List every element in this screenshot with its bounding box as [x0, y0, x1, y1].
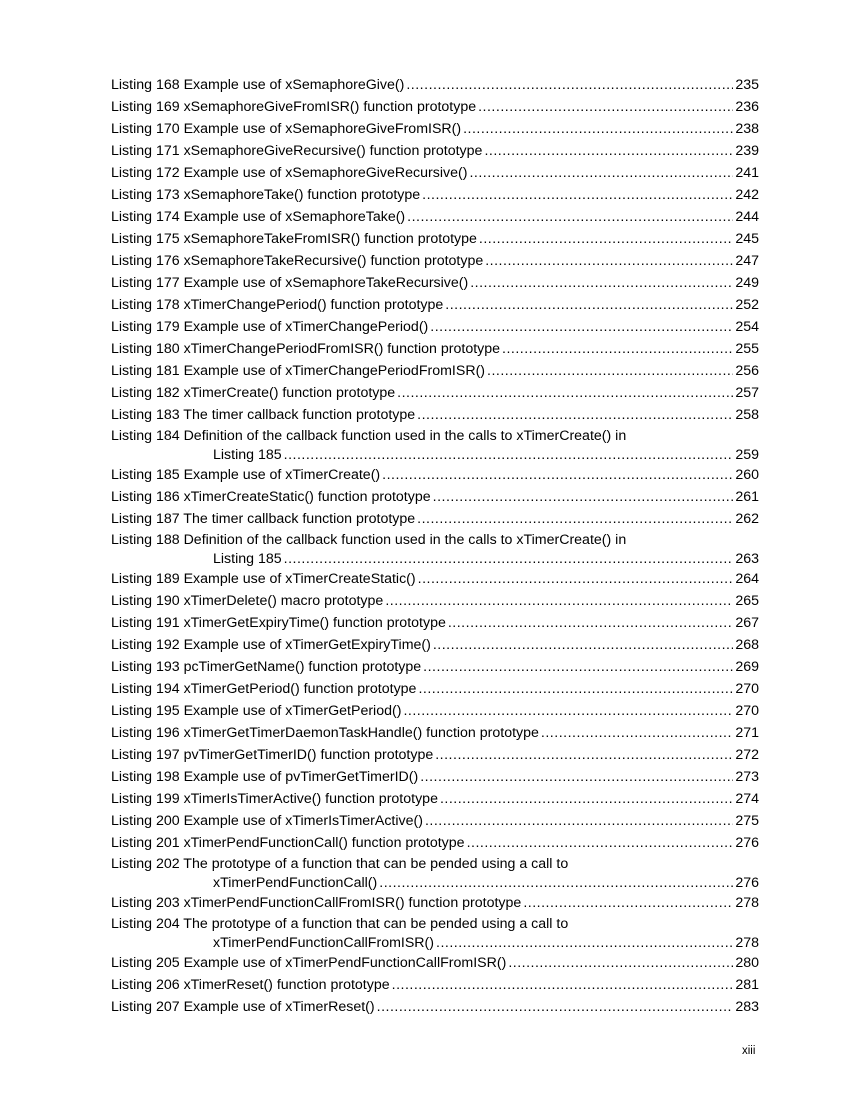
toc-entry-title[interactable]: Listing 176 xSemaphoreTakeRecursive() function prototype — [111, 253, 484, 269]
toc-entry-title[interactable]: Listing 180 xTimerChangePeriodFromISR() function prototype — [111, 341, 501, 357]
toc-entry-page[interactable]: 283 — [735, 999, 759, 1015]
toc-entry-title[interactable]: Listing 169 xSemaphoreGiveFromISR() function prototype — [111, 99, 477, 115]
toc-entry-line-1 — [111, 426, 759, 446]
toc-entry-title[interactable]: Listing 207 Example use of xTimerReset() — [111, 999, 375, 1015]
toc-entry-page[interactable]: 273 — [735, 769, 759, 785]
toc-entry[interactable] — [111, 486, 759, 508]
toc-leader-dots — [448, 612, 733, 634]
toc-leader-dots — [470, 272, 733, 294]
toc-leader-dots — [485, 250, 733, 272]
toc-leader-dots — [502, 338, 733, 360]
toc-entry-page[interactable]: 259 — [735, 447, 759, 463]
toc-leader-dots — [487, 360, 733, 382]
toc-entry[interactable] — [111, 272, 759, 294]
toc-leader-dots — [433, 486, 734, 508]
toc-entry[interactable] — [111, 338, 759, 360]
toc-entry[interactable] — [111, 316, 759, 338]
toc-leader-dots — [430, 316, 733, 338]
toc-leader-dots — [392, 974, 734, 996]
toc-entry-title[interactable]: Listing 187 The timer callback function prototype — [111, 511, 416, 527]
toc-entry-title[interactable]: Listing 175 xSemaphoreTakeFromISR() function prototype — [111, 231, 477, 247]
toc-entry[interactable] — [111, 530, 759, 568]
toc-entry-page[interactable]: 261 — [735, 489, 759, 505]
toc-entry-page[interactable]: 260 — [735, 467, 759, 483]
toc-entry-page[interactable]: 249 — [735, 275, 759, 291]
toc-leader-dots — [463, 118, 733, 140]
toc-leader-dots — [417, 404, 733, 426]
toc-entry-page[interactable]: 268 — [735, 637, 759, 653]
toc-entry[interactable] — [111, 678, 759, 700]
toc-entry-title[interactable]: Listing 182 xTimerCreate() function prototype — [111, 385, 396, 401]
toc-entry-title[interactable]: Listing 171 xSemaphoreGiveRecursive() function prototype — [111, 143, 483, 159]
toc-entry[interactable] — [111, 612, 759, 634]
toc-entry-page[interactable]: 263 — [735, 551, 759, 567]
toc-entry-line-2 — [111, 550, 759, 568]
toc-entry-title[interactable]: Listing 184 Definition of the callback function used in the calls to xTimerCreate() in — [111, 428, 627, 444]
toc-leader-dots — [469, 162, 733, 184]
toc-entry-title[interactable]: Listing 201 xTimerPendFunctionCall() function prototype — [111, 835, 465, 851]
toc-entry-title[interactable]: Listing 200 Example use of xTimerIsTimerActive() — [111, 813, 423, 829]
toc-entry-title[interactable]: Listing 177 Example use of xSemaphoreTakeRecursive() — [111, 275, 469, 291]
toc-entry-page[interactable]: 276 — [735, 835, 759, 851]
toc-entry-page[interactable]: 236 — [735, 99, 759, 115]
toc-entry-title[interactable]: Listing 172 Example use of xSemaphoreGiveRecursive() — [111, 165, 468, 181]
toc-entry-page[interactable]: 255 — [735, 341, 759, 357]
toc-leader-dots — [382, 464, 733, 486]
toc-entry-title[interactable]: Listing 204 The prototype of a function that can be pended using a call to — [111, 916, 569, 932]
toc-entry-page[interactable]: 241 — [735, 165, 759, 181]
toc-entry-page[interactable]: 245 — [735, 231, 759, 247]
toc-entry-title[interactable]: Listing 185 — [213, 551, 282, 567]
toc-entry-title[interactable]: Listing 170 Example use of xSemaphoreGiveFromISR() — [111, 121, 462, 137]
toc-entry[interactable] — [111, 360, 759, 382]
toc-entry-title[interactable]: Listing 188 Definition of the callback function used in the calls to xTimerCreate() in — [111, 532, 627, 548]
toc-leader-dots — [284, 446, 734, 464]
toc-entry-page[interactable]: 242 — [735, 187, 759, 203]
toc-entry-title[interactable]: Listing 194 xTimerGetPeriod() function prototype — [111, 681, 417, 697]
toc-leader-dots — [436, 934, 733, 952]
toc-entry-title[interactable]: xTimerPendFunctionCall() — [213, 875, 378, 891]
toc-entry[interactable] — [111, 974, 759, 996]
toc-entry-title[interactable]: Listing 189 Example use of xTimerCreateStatic() — [111, 571, 416, 587]
toc-entry[interactable] — [111, 426, 759, 464]
toc-leader-dots — [422, 184, 733, 206]
toc-leader-dots — [479, 228, 733, 250]
toc-leader-dots — [420, 766, 733, 788]
toc-entry-page[interactable]: 281 — [735, 977, 759, 993]
toc-entry-title[interactable]: Listing 181 Example use of xTimerChangePeriodFromISR() — [111, 363, 486, 379]
toc-entry-page[interactable]: 264 — [735, 571, 759, 587]
toc-entry-title[interactable]: Listing 186 xTimerCreateStatic() function prototype — [111, 489, 431, 505]
toc-entry[interactable] — [111, 404, 759, 426]
toc-entry-line-2 — [111, 874, 759, 892]
toc-entry-page[interactable]: 275 — [735, 813, 759, 829]
table-of-listings — [111, 74, 759, 1018]
toc-entry-page[interactable]: 278 — [735, 895, 759, 911]
toc-entry[interactable] — [111, 744, 759, 766]
toc-entry[interactable] — [111, 162, 759, 184]
toc-entry-title[interactable]: Listing 185 — [213, 447, 282, 463]
toc-entry-title[interactable]: Listing 174 Example use of xSemaphoreTake() — [111, 209, 406, 225]
toc-entry[interactable] — [111, 590, 759, 612]
toc-entry-page[interactable]: 257 — [735, 385, 759, 401]
toc-entry-page[interactable]: 272 — [735, 747, 759, 763]
toc-entry-page[interactable]: 239 — [735, 143, 759, 159]
toc-leader-dots — [425, 810, 733, 832]
toc-entry[interactable] — [111, 118, 759, 140]
toc-leader-dots — [379, 874, 733, 892]
toc-entry-page[interactable]: 278 — [735, 935, 759, 951]
toc-entry[interactable] — [111, 184, 759, 206]
toc-entry[interactable] — [111, 854, 759, 892]
toc-entry-page[interactable]: 256 — [735, 363, 759, 379]
toc-entry-title[interactable]: Listing 173 xSemaphoreTake() function prototype — [111, 187, 421, 203]
toc-leader-dots — [418, 678, 733, 700]
toc-entry-page[interactable]: 267 — [735, 615, 759, 631]
toc-entry-title[interactable]: Listing 206 xTimerReset() function prototype — [111, 977, 390, 993]
toc-leader-dots — [423, 656, 733, 678]
toc-entry[interactable] — [111, 508, 759, 530]
toc-entry[interactable] — [111, 568, 759, 590]
toc-leader-dots — [435, 744, 733, 766]
toc-entry-title[interactable]: Listing 205 Example use of xTimerPendFunctionCallFromISR() — [111, 955, 507, 971]
toc-entry[interactable] — [111, 788, 759, 810]
toc-entry-line-1 — [111, 914, 759, 934]
toc-entry-title[interactable]: Listing 178 xTimerChangePeriod() function prototype — [111, 297, 444, 313]
toc-entry-title[interactable]: Listing 179 Example use of xTimerChangePeriod() — [111, 319, 429, 335]
toc-entry-page[interactable]: 265 — [735, 593, 759, 609]
toc-entry[interactable] — [111, 832, 759, 854]
toc-leader-dots — [445, 294, 733, 316]
toc-entry-page[interactable]: 235 — [735, 77, 759, 93]
page-number: xiii — [742, 1045, 756, 1057]
toc-entry-title[interactable]: xTimerPendFunctionCallFromISR() — [213, 935, 435, 951]
toc-leader-dots — [417, 508, 733, 530]
toc-entry-line-2 — [111, 446, 759, 464]
toc-leader-dots — [433, 634, 733, 656]
toc-leader-dots — [403, 700, 733, 722]
toc-entry[interactable] — [111, 656, 759, 678]
toc-entry[interactable] — [111, 914, 759, 952]
toc-entry-page[interactable]: 270 — [735, 681, 759, 697]
toc-leader-dots — [508, 952, 733, 974]
toc-entry-title[interactable]: Listing 195 Example use of xTimerGetPeriod() — [111, 703, 402, 719]
toc-entry-line-2 — [111, 934, 759, 952]
toc-entry-page[interactable]: 254 — [735, 319, 759, 335]
toc-entry-line-1 — [111, 530, 759, 550]
toc-entry[interactable] — [111, 634, 759, 656]
toc-entry-page[interactable]: 252 — [735, 297, 759, 313]
toc-leader-dots — [418, 568, 734, 590]
toc-entry-title[interactable]: Listing 168 Example use of xSemaphoreGive() — [111, 77, 405, 93]
toc-leader-dots — [478, 96, 733, 118]
toc-entry-title[interactable]: Listing 185 Example use of xTimerCreate() — [111, 467, 381, 483]
toc-leader-dots — [284, 550, 734, 568]
toc-entry-page[interactable]: 280 — [735, 955, 759, 971]
toc-entry-title[interactable]: Listing 191 xTimerGetExpiryTime() function prototype — [111, 615, 446, 631]
toc-entry-title[interactable]: Listing 199 xTimerIsTimerActive() function prototype — [111, 791, 438, 807]
toc-entry-page[interactable]: 270 — [735, 703, 759, 719]
toc-entry-page[interactable]: 274 — [735, 791, 759, 807]
toc-entry[interactable] — [111, 96, 759, 118]
toc-entry-page[interactable]: 271 — [735, 725, 759, 741]
toc-entry-title[interactable]: Listing 196 xTimerGetTimerDaemonTaskHandle() function prototype — [111, 725, 539, 741]
toc-entry[interactable] — [111, 810, 759, 832]
toc-entry-page[interactable]: 269 — [735, 659, 759, 675]
toc-entry[interactable] — [111, 892, 759, 914]
toc-entry-title[interactable]: Listing 203 xTimerPendFunctionCallFromISR() function prototype — [111, 895, 522, 911]
toc-leader-dots — [484, 140, 733, 162]
toc-entry[interactable] — [111, 952, 759, 974]
toc-entry-title[interactable]: Listing 202 The prototype of a function that can be pended using a call to — [111, 856, 569, 872]
toc-leader-dots — [541, 722, 733, 744]
toc-entry[interactable] — [111, 228, 759, 250]
toc-entry-page[interactable]: 262 — [735, 511, 759, 527]
toc-entry[interactable] — [111, 140, 759, 162]
toc-entry-line-1 — [111, 854, 759, 874]
toc-entry-page[interactable]: 276 — [735, 875, 759, 891]
toc-entry[interactable] — [111, 722, 759, 744]
toc-leader-dots — [523, 892, 733, 914]
toc-leader-dots — [440, 788, 733, 810]
toc-leader-dots — [467, 832, 734, 854]
toc-entry-title[interactable]: Listing 192 Example use of xTimerGetExpiryTime() — [111, 637, 431, 653]
toc-leader-dots — [377, 996, 734, 1018]
toc-entry[interactable] — [111, 766, 759, 788]
toc-entry-title[interactable]: Listing 197 pvTimerGetTimerID() function prototype — [111, 747, 434, 763]
toc-entry-title[interactable]: Listing 193 pcTimerGetName() function prototype — [111, 659, 422, 675]
toc-entry-page[interactable]: 258 — [735, 407, 759, 423]
toc-entry[interactable] — [111, 382, 759, 404]
toc-entry[interactable] — [111, 206, 759, 228]
toc-entry[interactable] — [111, 464, 759, 486]
toc-entry[interactable] — [111, 250, 759, 272]
toc-entry[interactable] — [111, 700, 759, 722]
toc-entry[interactable] — [111, 74, 759, 96]
toc-entry[interactable] — [111, 996, 759, 1018]
toc-entry-page[interactable]: 238 — [735, 121, 759, 137]
toc-entry-title[interactable]: Listing 183 The timer callback function prototype — [111, 407, 416, 423]
toc-entry-page[interactable]: 247 — [735, 253, 759, 269]
toc-leader-dots — [397, 382, 733, 404]
toc-entry[interactable] — [111, 294, 759, 316]
toc-entry-page[interactable]: 244 — [735, 209, 759, 225]
toc-entry-title[interactable]: Listing 198 Example use of pvTimerGetTimerID() — [111, 769, 419, 785]
toc-leader-dots — [406, 74, 733, 96]
toc-leader-dots — [407, 206, 733, 228]
toc-leader-dots — [385, 590, 733, 612]
toc-entry-title[interactable]: Listing 190 xTimerDelete() macro prototype — [111, 593, 384, 609]
